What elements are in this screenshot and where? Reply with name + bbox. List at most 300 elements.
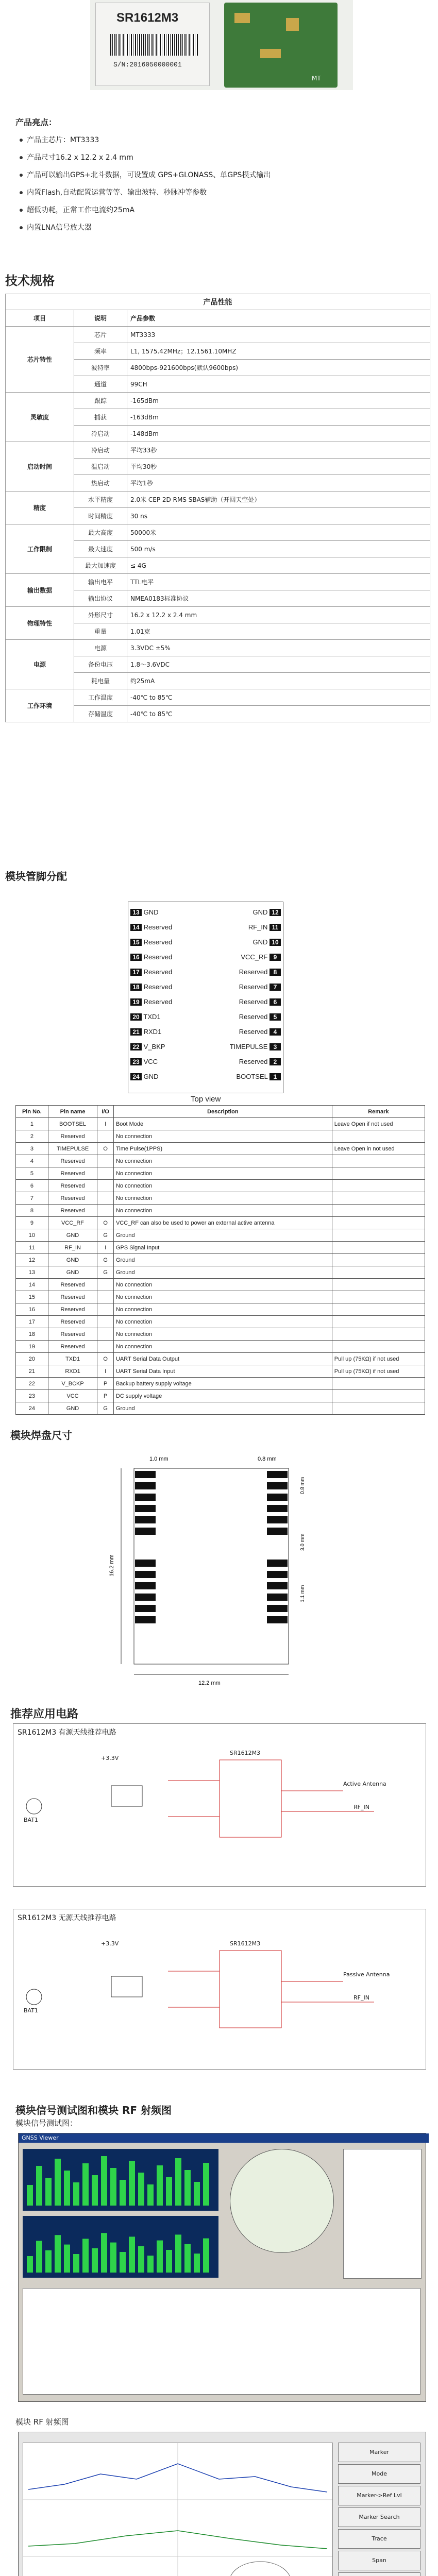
pin-number: 24 bbox=[130, 1073, 142, 1080]
pin-table-header: I/O bbox=[97, 1106, 114, 1118]
table-row bbox=[16, 1205, 425, 1217]
pin-table-cell: 16 bbox=[16, 1303, 48, 1316]
pin-table-cell: Reserved bbox=[48, 1316, 97, 1328]
board-mark: MT bbox=[312, 75, 321, 82]
spec-desc: 输出协议 bbox=[74, 590, 127, 607]
signal-bar bbox=[129, 2236, 135, 2273]
pin-table-cell bbox=[332, 1390, 425, 1402]
spec-row bbox=[6, 442, 430, 459]
sky-view bbox=[230, 2149, 334, 2253]
softkey-button[interactable]: Mode bbox=[338, 2464, 420, 2484]
pin-table-cell: 18 bbox=[16, 1328, 48, 1341]
pin-left bbox=[130, 1058, 158, 1065]
pin-left bbox=[130, 1028, 161, 1036]
pin-number: 4 bbox=[269, 1028, 281, 1036]
solder-pad bbox=[135, 1560, 156, 1567]
signal-test-screenshot bbox=[18, 2133, 426, 2402]
spec-value: 平均33秒 bbox=[127, 442, 430, 459]
signal-bar bbox=[73, 2182, 79, 2206]
pin-number: 10 bbox=[269, 939, 281, 946]
pin-label: GND bbox=[252, 908, 268, 916]
passive-caption: SR1612M3 无源天线推荐电路 bbox=[18, 1914, 116, 1922]
spec-table bbox=[5, 294, 430, 722]
pin-table-cell bbox=[332, 1402, 425, 1415]
solder-pad bbox=[135, 1616, 156, 1623]
pin-label: VCC bbox=[143, 1058, 158, 1065]
softkey-panel bbox=[338, 2443, 420, 2576]
pin-label: RF_IN bbox=[248, 923, 268, 931]
signal-bar bbox=[36, 2241, 42, 2273]
signal-bar bbox=[82, 2163, 89, 2206]
pin-table-cell bbox=[332, 1316, 425, 1328]
solder-pad bbox=[267, 1482, 288, 1489]
pin-table-cell: DC supply voltage bbox=[113, 1390, 332, 1402]
signal-bar bbox=[157, 2165, 163, 2206]
active-vcc: +3.3V bbox=[101, 1755, 119, 1761]
solder-pad bbox=[135, 1482, 156, 1489]
pin-number: 14 bbox=[130, 924, 142, 931]
highlight-text: 超低功耗，正常工作电流约25mA bbox=[27, 206, 135, 214]
spec-group: 芯片特性 bbox=[6, 327, 74, 393]
pin-table-cell: GND bbox=[48, 1254, 97, 1266]
table-row bbox=[16, 1341, 425, 1353]
table-row bbox=[16, 1167, 425, 1180]
dim-pad-w: 1.0 mm bbox=[149, 1456, 169, 1462]
signal-bar bbox=[45, 2250, 52, 2273]
table-row bbox=[16, 1378, 425, 1390]
spec-desc: 存储温度 bbox=[74, 706, 127, 722]
pin-table-cell bbox=[97, 1291, 114, 1303]
pin-table-cell bbox=[332, 1242, 425, 1254]
pin-table-cell: 11 bbox=[16, 1242, 48, 1254]
solder-pad bbox=[135, 1582, 156, 1589]
pin-table-cell: RXD1 bbox=[48, 1365, 97, 1378]
signal-bar bbox=[45, 2178, 52, 2206]
spec-group: 工作环境 bbox=[6, 689, 74, 722]
softkey-button[interactable]: Trace bbox=[338, 2529, 420, 2549]
pin-table-cell: No connection bbox=[113, 1303, 332, 1316]
signal-bar bbox=[138, 2173, 144, 2206]
spec-value: MT3333 bbox=[127, 327, 430, 343]
highlight-item bbox=[20, 166, 422, 184]
highlights-title: 产品亮点： bbox=[15, 117, 57, 127]
signal-bar bbox=[175, 2158, 181, 2206]
pin-table-cell: 23 bbox=[16, 1390, 48, 1402]
pin-table-cell: 15 bbox=[16, 1291, 48, 1303]
signal-bar bbox=[194, 2182, 200, 2206]
spec-value: 99CH bbox=[127, 376, 430, 393]
signal-bar bbox=[27, 2185, 33, 2206]
pin-table-cell: VCC bbox=[48, 1390, 97, 1402]
pin-table-cell bbox=[97, 1279, 114, 1291]
pinout-diagram bbox=[128, 902, 283, 1093]
signal-bar bbox=[175, 2234, 181, 2273]
solder-pad bbox=[135, 1505, 156, 1512]
pin-label: Reserved bbox=[239, 1013, 268, 1021]
pin-label: Reserved bbox=[143, 938, 173, 946]
pin-table-cell: 22 bbox=[16, 1378, 48, 1390]
signal-bar bbox=[82, 2239, 89, 2273]
pinout-title: 模块管脚分配 bbox=[5, 870, 67, 883]
table-row bbox=[16, 1118, 425, 1130]
pin-table-cell: 9 bbox=[16, 1217, 48, 1229]
pin-label: TIMEPULSE bbox=[229, 1043, 268, 1050]
spec-desc: 水平精度 bbox=[74, 492, 127, 508]
pin-table-cell: 6 bbox=[16, 1180, 48, 1192]
pin-table-cell bbox=[332, 1341, 425, 1353]
pin-table-cell: Reserved bbox=[48, 1205, 97, 1217]
table-row bbox=[16, 1130, 425, 1143]
spec-value: ≤ 4G bbox=[127, 557, 430, 574]
spec-value: -40℃ to 85℃ bbox=[127, 706, 430, 722]
signal-bar bbox=[110, 2243, 116, 2273]
signal-bar bbox=[92, 2175, 98, 2206]
spec-desc: 热启动 bbox=[74, 475, 127, 492]
pinout-caption: Top view bbox=[191, 1095, 221, 1104]
pin-table-cell: 4 bbox=[16, 1155, 48, 1167]
active-schematic bbox=[13, 1739, 426, 1884]
pin-table-cell bbox=[97, 1303, 114, 1316]
pin-table-cell: TXD1 bbox=[48, 1353, 97, 1365]
spec-desc: 工作温度 bbox=[74, 689, 127, 706]
circuits-title: 推荐应用电路 bbox=[10, 1708, 79, 1721]
pin-left bbox=[130, 908, 159, 916]
spec-value: TTL电平 bbox=[127, 574, 430, 590]
solder-pad bbox=[267, 1471, 288, 1478]
pin-table-cell: Reserved bbox=[48, 1291, 97, 1303]
pin-table-cell bbox=[332, 1130, 425, 1143]
spec-col-param: 产品参数 bbox=[127, 310, 430, 327]
pin-table-cell bbox=[332, 1229, 425, 1242]
solder-pad bbox=[267, 1571, 288, 1578]
bullet-icon bbox=[20, 174, 23, 177]
solder-pad bbox=[135, 1571, 156, 1578]
spec-row bbox=[6, 574, 430, 590]
pin-table-cell: VCC_RF can also be used to power an external active antenna bbox=[113, 1217, 332, 1229]
pin-label: Reserved bbox=[239, 1028, 268, 1036]
pin-table-cell: G bbox=[97, 1229, 114, 1242]
table-row bbox=[16, 1328, 425, 1341]
pin-table-cell: Reserved bbox=[48, 1130, 97, 1143]
pin-table-cell: Reserved bbox=[48, 1155, 97, 1167]
pin-left bbox=[130, 1013, 161, 1021]
pin-table-cell bbox=[332, 1217, 425, 1229]
pin-left bbox=[130, 998, 172, 1006]
pin-number: 9 bbox=[269, 954, 281, 961]
pin-left bbox=[130, 1073, 159, 1080]
pin-right bbox=[236, 1073, 281, 1080]
spec-value: 1.8～3.6VDC bbox=[127, 656, 430, 673]
highlight-text: 产品主芯片：MT3333 bbox=[27, 136, 99, 144]
highlight-text: 内置Flash,自动配置运营等等、输出波特、秒脉冲等参数 bbox=[27, 189, 207, 197]
signal-bar bbox=[27, 2256, 33, 2273]
pin-table-cell: O bbox=[97, 1217, 114, 1229]
pin-label: GND bbox=[252, 938, 268, 946]
pin-table-cell: 5 bbox=[16, 1167, 48, 1180]
softkey-button[interactable]: Marker Search bbox=[338, 2507, 420, 2527]
signal-bar bbox=[147, 2256, 154, 2273]
bullet-icon bbox=[20, 139, 23, 142]
spec-desc: 电源 bbox=[74, 640, 127, 656]
pin-table-cell: P bbox=[97, 1390, 114, 1402]
pin-table-cell: Reserved bbox=[48, 1167, 97, 1180]
pin-number: 23 bbox=[130, 1058, 142, 1065]
passive-rf: RF_IN bbox=[353, 1994, 369, 2001]
pin-table-cell: Pull up (75KΩ) if not used bbox=[332, 1365, 425, 1378]
pin-table-cell: GND bbox=[48, 1266, 97, 1279]
pin-label: TXD1 bbox=[143, 1013, 161, 1021]
barcode bbox=[110, 34, 198, 56]
pin-table-cell: No connection bbox=[113, 1180, 332, 1192]
spec-desc: 外形尺寸 bbox=[74, 607, 127, 623]
pin-table-cell bbox=[97, 1130, 114, 1143]
pin-number: 15 bbox=[130, 939, 142, 946]
pin-label: Reserved bbox=[239, 968, 268, 976]
pin-table-header: Pin No. bbox=[16, 1106, 48, 1118]
active-battery: BAT1 bbox=[24, 1817, 38, 1823]
spec-group: 启动时间 bbox=[6, 442, 74, 492]
pin-table-cell bbox=[97, 1205, 114, 1217]
dim-width: 12.2 mm bbox=[198, 1680, 221, 1686]
table-row bbox=[16, 1266, 425, 1279]
pin-table-cell bbox=[332, 1205, 425, 1217]
footprint-drawing bbox=[103, 1448, 319, 1690]
solder-pad bbox=[135, 1605, 156, 1612]
active-rf: RF_IN bbox=[353, 1804, 369, 1810]
pin-table-cell bbox=[332, 1167, 425, 1180]
signal-bar bbox=[101, 2156, 107, 2206]
passive-antenna-circuit bbox=[13, 1909, 426, 2070]
nmea-log bbox=[23, 2288, 420, 2395]
highlight-text: 内置LNA信号放大器 bbox=[27, 224, 92, 232]
pin-number: 21 bbox=[130, 1028, 142, 1036]
pin-label: GND bbox=[143, 908, 159, 916]
spectrum-analyzer-screenshot bbox=[18, 2432, 426, 2576]
pin-table-header: Description bbox=[113, 1106, 332, 1118]
pin-table-cell: O bbox=[97, 1353, 114, 1365]
pin-label: Reserved bbox=[143, 953, 173, 961]
pin-table-cell: I bbox=[97, 1118, 114, 1130]
pin-table-cell bbox=[97, 1341, 114, 1353]
pin-number: 17 bbox=[130, 969, 142, 976]
dim-height: 16.2 mm bbox=[109, 1554, 115, 1577]
solder-pad bbox=[267, 1516, 288, 1523]
softkey-button[interactable] bbox=[338, 2572, 420, 2576]
signal-bar bbox=[157, 2241, 163, 2273]
highlight-item bbox=[20, 131, 422, 149]
pin-table-cell bbox=[332, 1303, 425, 1316]
pin-table-cell bbox=[332, 1155, 425, 1167]
spec-desc: 频率 bbox=[74, 343, 127, 360]
highlight-text: 产品可以输出GPS+北斗数据，可设置成 GPS+GLONASS、单GPS模式输出 bbox=[27, 171, 271, 179]
spec-desc: 最大速度 bbox=[74, 541, 127, 557]
pin-table-cell: O bbox=[97, 1143, 114, 1155]
pin-number: 8 bbox=[269, 969, 281, 976]
spec-value: 平均1秒 bbox=[127, 475, 430, 492]
softkey-button[interactable]: Span bbox=[338, 2551, 420, 2570]
pin-left bbox=[130, 923, 172, 931]
signal-bar bbox=[203, 2163, 209, 2206]
spec-value: 16.2 x 12.2 x 2.4 mm bbox=[127, 607, 430, 623]
pin-table-cell: No connection bbox=[113, 1316, 332, 1328]
pin-label: Reserved bbox=[239, 1058, 268, 1065]
signal-bar bbox=[64, 2245, 70, 2273]
spec-value: -165dBm bbox=[127, 393, 430, 409]
dim-side: 1.1 mm bbox=[300, 1585, 306, 1602]
pin-table-cell: VCC_RF bbox=[48, 1217, 97, 1229]
signal-bar bbox=[110, 2168, 116, 2206]
pin-right bbox=[239, 983, 281, 991]
spec-group: 物理特性 bbox=[6, 607, 74, 640]
spec-desc: 时间精度 bbox=[74, 508, 127, 524]
pin-table-cell: Time Pulse(1PPS) bbox=[113, 1143, 332, 1155]
highlight-item bbox=[20, 219, 422, 236]
pin-number: 12 bbox=[269, 909, 281, 916]
pin-number: 22 bbox=[130, 1043, 142, 1050]
bullet-icon bbox=[20, 209, 23, 212]
product-photo bbox=[90, 0, 353, 90]
spec-desc: 通道 bbox=[74, 376, 127, 393]
dim-pad-gap: 0.8 mm bbox=[258, 1456, 277, 1462]
spec-desc: 耗电量 bbox=[74, 673, 127, 689]
pin-label: Reserved bbox=[143, 983, 173, 991]
spec-value: 4800bps-921600bps(默认9600bps) bbox=[127, 360, 430, 376]
spec-row bbox=[6, 327, 430, 343]
table-row bbox=[16, 1143, 425, 1155]
pin-label: V_BKP bbox=[143, 1043, 165, 1050]
solder-pad bbox=[135, 1528, 156, 1535]
pin-label: GND bbox=[143, 1073, 159, 1080]
spec-value: 3.3VDC ±5% bbox=[127, 640, 430, 656]
spec-desc: 输出电平 bbox=[74, 574, 127, 590]
pin-table-header: Pin name bbox=[48, 1106, 97, 1118]
pin-table-cell: Pull up (75KΩ) if not used bbox=[332, 1353, 425, 1365]
softkey-button[interactable]: Marker bbox=[338, 2443, 420, 2462]
pin-table-cell: 17 bbox=[16, 1316, 48, 1328]
spec-desc: 波特率 bbox=[74, 360, 127, 376]
passive-battery: BAT1 bbox=[24, 2007, 38, 2014]
signal-bar bbox=[73, 2254, 79, 2273]
pin-table-cell bbox=[332, 1254, 425, 1266]
spec-desc: 芯片 bbox=[74, 327, 127, 343]
table-row bbox=[16, 1316, 425, 1328]
pin-table-cell: 12 bbox=[16, 1254, 48, 1266]
spec-row bbox=[6, 607, 430, 623]
pin-right bbox=[239, 968, 281, 976]
highlight-text: 产品尺寸16.2 x 12.2 x 2.4 mm bbox=[27, 154, 133, 162]
pin-table-cell: 24 bbox=[16, 1402, 48, 1415]
pin-table-cell bbox=[97, 1192, 114, 1205]
signal-bar bbox=[129, 2161, 135, 2206]
signal-bar bbox=[147, 2184, 154, 2206]
spec-group: 电源 bbox=[6, 640, 74, 689]
passive-ant-label: Passive Antenna bbox=[343, 1971, 390, 1978]
spec-col-item: 项目 bbox=[6, 310, 74, 327]
pin-table-cell: UART Serial Data Output bbox=[113, 1353, 332, 1365]
pin-table-cell: No connection bbox=[113, 1155, 332, 1167]
pin-label: Reserved bbox=[143, 998, 173, 1006]
pin-table-cell: UART Serial Data Input bbox=[113, 1365, 332, 1378]
pin-table-cell: 14 bbox=[16, 1279, 48, 1291]
spec-title: 技术规格 bbox=[5, 274, 55, 288]
signal-bar bbox=[64, 2171, 70, 2206]
pin-table-cell: 8 bbox=[16, 1205, 48, 1217]
active-caption: SR1612M3 有源天线推荐电路 bbox=[18, 1728, 116, 1737]
bullet-icon bbox=[20, 156, 23, 159]
table-row bbox=[16, 1254, 425, 1266]
solder-pad bbox=[135, 1471, 156, 1478]
spec-row bbox=[6, 689, 430, 706]
spec-value: 50000米 bbox=[127, 524, 430, 541]
pin-table-cell: TIMEPULSE bbox=[48, 1143, 97, 1155]
pin-table-cell bbox=[97, 1316, 114, 1328]
pin-right bbox=[252, 938, 281, 946]
pin-table-cell bbox=[97, 1167, 114, 1180]
spec-desc: 冷启动 bbox=[74, 442, 127, 459]
pin-table-cell: 10 bbox=[16, 1229, 48, 1242]
table-row bbox=[16, 1291, 425, 1303]
pin-table-cell: Leave Open if not used bbox=[332, 1118, 425, 1130]
footprint-title: 模块焊盘尺寸 bbox=[10, 1429, 72, 1442]
pin-left bbox=[130, 983, 172, 991]
pin-table-cell: Ground bbox=[113, 1254, 332, 1266]
spec-desc: 冷启动 bbox=[74, 426, 127, 442]
softkey-button[interactable]: Marker->Ref Lvl bbox=[338, 2486, 420, 2505]
bullet-icon bbox=[20, 191, 23, 194]
pin-table-cell: RF_IN bbox=[48, 1242, 97, 1254]
pin-left bbox=[130, 1043, 165, 1050]
spec-group: 工作限制 bbox=[6, 524, 74, 574]
signal-bar bbox=[184, 2244, 191, 2273]
highlight-item bbox=[20, 149, 422, 166]
signal-bar bbox=[138, 2246, 144, 2273]
pin-table-cell: No connection bbox=[113, 1192, 332, 1205]
pin-table-cell: 2 bbox=[16, 1130, 48, 1143]
signal-bar bbox=[55, 2159, 61, 2206]
table-row bbox=[16, 1155, 425, 1167]
pin-table-cell bbox=[97, 1155, 114, 1167]
solder-pad bbox=[267, 1582, 288, 1589]
active-ant-label: Active Antenna bbox=[343, 1781, 386, 1787]
solder-pad bbox=[135, 1494, 156, 1501]
signal-bar bbox=[101, 2233, 107, 2273]
spec-group: 灵敏度 bbox=[6, 393, 74, 442]
pin-number: 6 bbox=[269, 998, 281, 1006]
pin-table-cell: 19 bbox=[16, 1341, 48, 1353]
spec-desc: 最大加速度 bbox=[74, 557, 127, 574]
pin-table-cell: No connection bbox=[113, 1279, 332, 1291]
active-part-label: SR1612M3 bbox=[230, 1750, 261, 1756]
pin-number: 18 bbox=[130, 984, 142, 991]
spec-value: 1.01克 bbox=[127, 623, 430, 640]
spec-desc: 备份电压 bbox=[74, 656, 127, 673]
signal-bar bbox=[184, 2170, 191, 2206]
pin-table-cell: 1 bbox=[16, 1118, 48, 1130]
spec-value: 30 ns bbox=[127, 508, 430, 524]
spec-value: NMEA0183标准协议 bbox=[127, 590, 430, 607]
pin-right bbox=[248, 923, 281, 931]
pin-number: 2 bbox=[269, 1058, 281, 1065]
signal-caption: 模块信号测试图： bbox=[15, 2119, 78, 2128]
pin-number: 1 bbox=[269, 1073, 281, 1080]
rf-caption: 模块 RF 射频图 bbox=[15, 2417, 69, 2427]
pin-table-cell: 13 bbox=[16, 1266, 48, 1279]
solder-pad bbox=[267, 1616, 288, 1623]
spec-value: 约25mA bbox=[127, 673, 430, 689]
pin-table-cell: Leave Open in not used bbox=[332, 1143, 425, 1155]
signal-bar bbox=[120, 2252, 126, 2273]
pin-label: Reserved bbox=[143, 923, 173, 931]
